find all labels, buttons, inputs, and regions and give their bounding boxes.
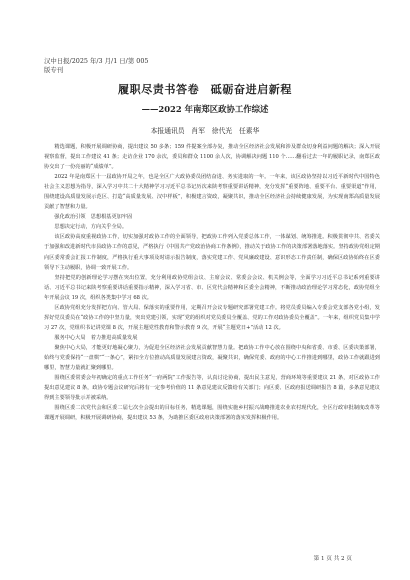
page-number: 第 1 页 共 2 页 bbox=[313, 556, 352, 562]
paragraph: 思想决定行动，方向关乎全局。 bbox=[54, 224, 128, 231]
source-line: 汉中日报/2025 年/3 月/1 日/第 005 bbox=[44, 57, 149, 65]
paragraph: 坚持把党的创新理论学习摆在突出位置，充分利用政协党组会议、主席会议、常委会会议、机关例会等，全面学习习近平总书记系列重要讲话、习近平总书记来陕考察重要讲话重要指示精神，深入学习省、市、区党代会精神和区委全会精神，不断推动政治理论学习常态化，政协党组全年开展会议 19 次，组织各类集中学习 68 次。 bbox=[44, 274, 380, 301]
paragraph: 围绕区委二次党代会和区委二届七次全会提出的目标任务，精选课题，围绕实施乡村振兴战略推进农业农村现代化，全区行政审批制度改革等课题开展调研，积极开展调研协商，提出建议 53 条，为助推区委区政府决策部署的落实发挥积极作用。 bbox=[44, 405, 380, 422]
paragraph: 该区政协高度重视政协工作，切实加强对政协工作的全面领导，把政协工作列入党委总体工作，一体谋划、统筹推进。积极贯彻中共、省委关于加强和改进新时代市县政协工作的意见，严格执行《中国共产党政治协商工作条例》，推动关于政协工作的决策部署落地落实。坚持政协党组定期向区委常委会汇报工作制度，严格执行重大事项及时请示报告制度，落实党建工作、党风廉政建设、意识形态工作责任制，确保区政协始终在区委领导下主动履职，协调一致开展工作。 bbox=[44, 234, 380, 271]
article-title: 履职尽责书答卷 砥砺奋进启新程 bbox=[118, 83, 292, 96]
paragraph-intro: 精选课题，积极开展调研协商，提出建议 50 多条；159 件提案全部办复，推动全区经济社会发展和涉及群众切身利益问题的解决；深入开展视察监督，提出工作建议 41 条；走访企业 170 余次，委员和群众 1100 余人次，协调解决问题 110 个……翻看过去一年的履职记录，南郑区政协交出了一份亮丽的“成绩单”。 bbox=[44, 144, 380, 171]
paragraph: 围绕区委常委会年初确定的重点工作任务“一府两院”工作报告等，认真讨论协商，提出民主意见，营商环境等重要建议 21 条，对区政协工作提出意见建议 8 条，政协专题会议研究后将有一定参考价值的 11 条意见建议反馈给有关部门；向区委、区政府报送调研报告 8 篇，多条意见建议得到主要领导批示并被采纳。 bbox=[44, 375, 380, 402]
edition-line: 版专刊 bbox=[44, 66, 64, 74]
section-heading: 服务中心大局 着力推进高质量发展 bbox=[54, 334, 138, 341]
article-subtitle: ——2022 年南郑区政协工作综述 bbox=[141, 104, 269, 114]
article-authors: 本报通讯员 肖军 徐代光 任素华 bbox=[150, 127, 260, 135]
paragraph: 区政协党组充分发挥把方向、管大局、保落实的重要作用，定期召开会议专题研究部署党建工作。将党员委员编入专委会党支部各党小组，发挥好党员委员在“政协工作的中坚力量，突出党建引领，实现“党的组织对党员委员全覆盖、党的工作对政协委员全覆盖”。一年来，组织党员集中学习 27 次，党组织书记讲党课 8 次，开展主题党性教育和警示教育 9 次，开展“主题党日+”活动 12 次。 bbox=[44, 304, 380, 331]
paragraph: 聚焦中心大局，才能更好地凝心聚力，为促进全区经济社会发展贡献智慧力量。把政协工作中心放在围绕中央和省委、市委、区委决策部署，始终与党委保持“一盘棋”“一条心”，紧扣全方位推动高质量发展建言资政，凝聚共识，确保党委、政府的中心工作推进到哪里，政协工作就跟进到哪里，智慧力量就汇聚到哪里。 bbox=[44, 344, 380, 372]
section-heading: 强化政治引领 思想根基更加牢固 bbox=[54, 214, 133, 221]
paragraph: 2022 年是南郑区十一届政协开局之年，也是全区广大政协委员团结奋进、务实进取的一年。一年来，该区政协坚持以习近平新时代中国特色社会主义思想为指导，深入学习中共二十大精神学习习近平总书记历次来陕考察重要讲话精神，充分发挥“重要阵地、重要平台、重要渠道”作用，围绕建设高质量发展示范区、打造“高质量发展、汉中样板”，积极建言资政，凝聚共识，推动全区经济社会持续健康发展，为实现南郑高质量发展贡献了智慧和力量。 bbox=[44, 174, 380, 211]
article-body bbox=[44, 142, 380, 423]
